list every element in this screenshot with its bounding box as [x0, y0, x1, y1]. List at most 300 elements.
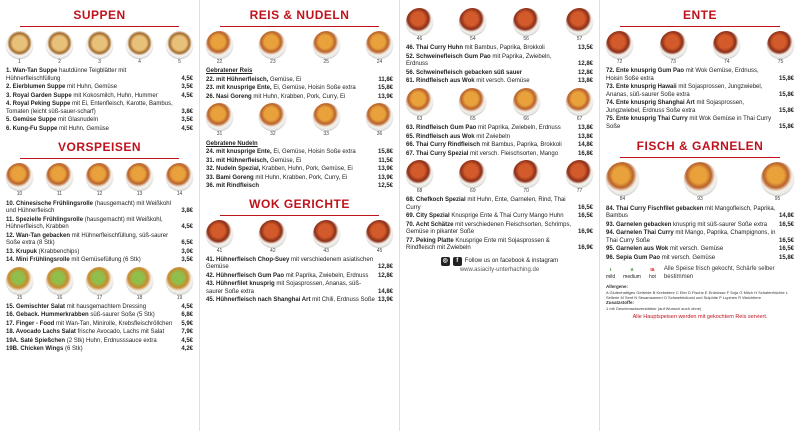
menu-item-name: 6. Kung-Fu Suppe [6, 125, 58, 132]
menu-item-price: 16,9€ [577, 245, 593, 252]
menu-item-name: 4. Royal Peking Suppe [6, 101, 71, 108]
dish-number: 24 [376, 59, 383, 65]
menu-item-price: 13,9€ [377, 297, 393, 304]
col3-photos-3 [406, 160, 593, 194]
menu-item-name: 84. Thai Curry Fischfilet gebacken [606, 205, 704, 212]
menu-item-desc: mit versch. Gemüse [660, 254, 716, 261]
menu-item-desc: mit versch. Fleischsorten, Mango [468, 150, 559, 157]
wok-list [206, 257, 393, 305]
dish-photo [46, 31, 73, 65]
col3-list-3 [406, 197, 593, 253]
menu-item-price: 15,8€ [377, 85, 393, 92]
menu-item [6, 68, 193, 83]
dish-number: 13 [136, 191, 143, 198]
dish-photo [366, 220, 393, 254]
legend-mild: ɩ mild [606, 267, 616, 280]
dish-photo [459, 8, 486, 42]
dish-image [606, 162, 639, 195]
column-4 [600, 0, 800, 431]
menu-item-desc: mit Chili, Erdnuss Soße [310, 297, 375, 304]
dish-photo [46, 163, 73, 197]
menu-item-price: 12,8€ [577, 69, 593, 76]
menu-item-price: 3,5€ [181, 117, 193, 124]
dish-photo [406, 88, 433, 122]
menu-item [6, 101, 193, 116]
dish-photo [126, 267, 153, 301]
dish-image [86, 31, 113, 58]
menu-item [606, 222, 794, 230]
menu-item-name: 63. Rindfleisch Gum Pao [406, 125, 477, 131]
menu-item-desc: Krabben, Huhn, Pork, Gemüse, Ei [260, 166, 353, 172]
menu-item [206, 297, 393, 305]
column-2 [200, 0, 400, 431]
dish-number: 25 [323, 59, 329, 65]
menu-item-desc: (Krabbenchips) [37, 248, 80, 255]
dish-image [406, 8, 433, 35]
dish-number: 15 [16, 294, 23, 301]
dish-number: 66 [523, 115, 529, 122]
section-title-wok: WOK GERICHTE [220, 195, 379, 216]
dish-photo [566, 88, 593, 122]
menu-item [406, 213, 593, 221]
menu-item-price: 15,8€ [377, 149, 393, 155]
dish-image [459, 160, 486, 187]
dish-image [366, 31, 393, 58]
menu-item-name: 14. Mini Frühlingsrolle [6, 257, 70, 263]
ente-list [606, 68, 794, 131]
menu-item [406, 222, 593, 237]
menu-item-price: 3,5€ [181, 257, 193, 263]
menu-item-name: 26. Nasi Goreng [206, 93, 252, 100]
menu-item-price: 14,8€ [778, 213, 794, 219]
vorspeisen-list-2 [6, 304, 193, 354]
menu-item-name: 69. City Spezial [406, 213, 450, 220]
menu-item-price: 15,8€ [778, 75, 794, 82]
vorspeisen-photos-2 [6, 267, 193, 301]
menu-item [406, 54, 593, 69]
menu-item-desc: mit Sojasprossen, Jungzwiebel, Ananas, süß-saurer Soße extra [606, 84, 763, 98]
nudel-photos [206, 103, 393, 137]
menu-item [406, 151, 593, 159]
dish-image [761, 162, 794, 195]
dish-photo [46, 267, 73, 301]
dish-image [459, 8, 486, 35]
menu-item-price: 3,5€ [181, 84, 193, 91]
dish-photo [206, 220, 233, 254]
wok-photos [206, 220, 393, 254]
menu-item [6, 117, 193, 125]
menu-item [6, 321, 193, 329]
social-text: Follow us on facebook & instagram [464, 257, 559, 264]
dish-image [566, 160, 593, 187]
reis-photos [206, 31, 393, 65]
menu-item-desc: mit Hühnerfleischfüllung, süß-saurer Soße extra (8 Stk) [6, 232, 169, 246]
dish-number: 68 [416, 188, 423, 194]
dish-image [126, 163, 153, 190]
dish-image [406, 160, 433, 187]
chili-hot-icon: ɩɩɩ [650, 267, 655, 274]
dish-number: 16 [56, 294, 63, 301]
menu-item [6, 201, 193, 216]
menu-item-name: 45. Hühnerfleisch nach Shanghai Art [206, 297, 311, 304]
menu-item-price: 4,5€ [181, 224, 193, 230]
menu-item-name: 22. mit Hühnerfleisch, [206, 76, 269, 83]
dish-photo [206, 103, 233, 137]
dish-image [86, 163, 113, 190]
dish-photo [86, 267, 113, 301]
menu-item [406, 134, 593, 142]
vorspeisen-photos-1 [6, 163, 193, 197]
menu-item [6, 84, 193, 92]
menu-item-name: 12. Wan-Tan gebacken [6, 232, 71, 239]
dish-photo [459, 88, 486, 122]
menu-item-name: 42. Hühnerfleisch Gum Pao [206, 272, 285, 279]
dish-image [206, 220, 233, 247]
chili-mild-icon: ɩ [609, 267, 612, 274]
dish-image [6, 267, 33, 294]
suppen-list [6, 68, 193, 133]
menu-item-price: 13,8€ [577, 133, 593, 140]
menu-item-price: 13,5€ [577, 45, 593, 52]
dish-image [166, 267, 193, 294]
menu-item-desc: mit Mangofleisch, Paprika, Bambus [606, 205, 776, 219]
menu-item [406, 197, 593, 212]
dish-image [259, 103, 286, 130]
dish-photo [713, 31, 740, 65]
dish-image [313, 31, 340, 58]
dish-photo [6, 163, 33, 197]
bottom-note: Alle Hauptspeisen werden mit gekochtem Reis serviert. [632, 314, 768, 321]
menu-item-desc: Knusprige Ente & Thai Curry Mango Huhn [449, 213, 564, 220]
menu-item [406, 45, 593, 53]
dish-number: 14 [176, 191, 183, 198]
suppen-photos [6, 31, 193, 65]
menu-item-price: 6,8€ [181, 312, 193, 319]
menu-item-desc: mit Wok Gemüse in Thai Curry Soße [606, 116, 772, 130]
dish-image [126, 31, 153, 58]
spice-legend [606, 266, 794, 281]
menu-item-name: 73. Ente knusprig Hawaii [606, 84, 677, 91]
dish-image [767, 31, 794, 58]
menu-item-price: 15,8€ [778, 254, 794, 261]
col3-photos-2 [406, 88, 593, 122]
menu-item-desc: mit verschiedenen Fleischsorten, Schrimps, Gemüse in pikanter Soße [406, 221, 572, 236]
dish-image [566, 8, 593, 35]
dish-image [313, 103, 340, 130]
dish-image [259, 220, 286, 247]
menu-item-desc: mit hausgemachtem Dressing [65, 303, 147, 310]
dish-photo [6, 31, 33, 65]
dish-number: 3 [98, 59, 101, 65]
dish-image [206, 31, 233, 58]
dish-photo [126, 163, 153, 197]
menu-item-desc: mit Huhn, Krabben, Pork, Curry, Ei [253, 174, 348, 181]
menu-item-price: 4,5€ [181, 75, 193, 82]
vorspeisen-list-1 [6, 201, 193, 265]
dish-photo [513, 160, 540, 194]
menu-item-price: 16,5€ [778, 221, 794, 228]
dish-image [459, 88, 486, 115]
dish-number: 22 [216, 59, 223, 65]
dish-number: 57 [576, 36, 583, 42]
menu-item-name: 96. Sepia Gum Pao [606, 254, 661, 261]
section-title-vorspeisen: VORSPEISEN [20, 138, 179, 159]
footer [406, 257, 593, 275]
menu-item [206, 94, 393, 102]
menu-item-name: 13. Krupuk [6, 248, 38, 255]
dish-image [406, 88, 433, 115]
dish-image [366, 103, 393, 130]
menu-item-price: 3,8€ [181, 208, 193, 214]
dish-number: 23 [270, 59, 276, 65]
dish-number: 4 [138, 59, 141, 65]
dish-image [313, 220, 340, 247]
dish-image [713, 31, 740, 58]
dish-image [6, 31, 33, 58]
dish-number: 75 [777, 59, 784, 65]
menu-item-name: 56. Schweinefleisch gebacken süß sauer [406, 69, 523, 76]
dish-image [513, 88, 540, 115]
menu-item-price: 12,8€ [377, 272, 393, 279]
dish-number: 69 [470, 188, 476, 194]
dish-number: 45 [376, 247, 383, 254]
menu-item [206, 281, 393, 296]
gebratener-reis-label: Gebratener Reis [206, 68, 253, 75]
menu-item-name: 17. Finger - Food [6, 320, 55, 327]
column-1 [0, 0, 200, 431]
dish-photo [513, 88, 540, 122]
chili-medium-icon: ɩɩ [630, 267, 634, 274]
menu-item-desc: mit Gemüsefüllung (6 Stk) [69, 257, 141, 263]
menu-item [206, 85, 393, 93]
dish-number: 77 [576, 188, 583, 194]
menu-item [606, 230, 794, 245]
dish-photo [761, 162, 794, 202]
menu-item [6, 249, 193, 257]
allergen-text: A Glutenhaltiges Getreide B Krebstiere C Eier D Fische E Erdnüsse F Soja G Milch H Schalenfrüchte L Sellerie M Senf N Sesamsamen O Schwefeldioxid und Sulphite P Lupinen R Weichtiere [606, 289, 788, 301]
menu-item-price: 15,8€ [778, 91, 794, 98]
menu-item [206, 77, 393, 85]
dish-photo [406, 8, 433, 42]
menu-item [606, 100, 794, 115]
dish-image [166, 163, 193, 190]
section-title-ente: ENTE [620, 6, 780, 27]
menu-item-price: 4,5€ [181, 303, 193, 310]
dish-photo [406, 160, 433, 194]
dish-image [46, 163, 73, 190]
menu-item-name: 52. Schweinefleisch Gum Pao [406, 53, 491, 60]
menu-item-desc: mit Wok Gemüse, Erdnuss, Hoisin Soße extra [606, 68, 759, 82]
menu-item-price: 4,5€ [181, 92, 193, 99]
menu-item-desc: Gemüse, Ei [268, 157, 302, 164]
menu-item-name: 70. Acht Schätze [406, 221, 454, 228]
menu-item-name: 66. Thai Curry Rindfleisch [406, 142, 481, 148]
dish-image [259, 31, 286, 58]
menu-item-price: 16,5€ [778, 237, 794, 244]
menu-item-desc: mit Glasnudeln [56, 117, 99, 124]
menu-item-price: 12,8€ [577, 61, 593, 68]
gebratene-nudeln-label: Gebratene Nudeln [206, 140, 258, 147]
section-title-suppen: SUPPEN [20, 6, 179, 27]
column-3 [400, 0, 600, 431]
dish-number: 93 [697, 196, 703, 203]
menu-item-price: 13,9€ [377, 166, 393, 172]
instagram-icon[interactable]: ◎ [441, 257, 450, 266]
website-link[interactable]: www.asiacity-unterhaching.de [459, 266, 540, 273]
menu-item-name: 95. Garnelen aus Wok [606, 246, 669, 252]
dish-number: 5 [178, 59, 181, 65]
menu-item-price: 3,8€ [181, 108, 193, 115]
menu-item-desc: mit Mango, Paprika, Champignons, in Thai Curry Soße [606, 230, 776, 244]
dish-number: 46 [416, 36, 423, 42]
dish-number: 84 [619, 196, 626, 203]
menu-item [6, 257, 193, 265]
dish-image [6, 163, 33, 190]
menu-item-desc: knusprig mit süß-saurer Soße extra [671, 221, 768, 228]
menu-item-price: 4,2€ [181, 346, 193, 353]
dish-photo [166, 267, 193, 301]
facebook-icon[interactable]: f [453, 257, 462, 266]
dish-number: 31 [216, 131, 223, 138]
menu-item [206, 257, 393, 272]
menu-item-desc: frische Avocado, Lachs mit Salat [75, 329, 165, 336]
dish-number: 1 [18, 59, 21, 65]
nudel-list [206, 149, 393, 191]
menu-item-name: 31. mit Hühnerfleisch, [206, 157, 269, 164]
menu-item-price: 6,5€ [181, 240, 193, 246]
dish-number: 33 [323, 131, 329, 138]
menu-item-price: 4,5€ [181, 125, 193, 132]
menu-item-name: 11. Spezielle Frühlingsrolle [6, 216, 84, 223]
menu-item [6, 233, 193, 248]
menu-item-price: 16,9€ [577, 229, 593, 236]
menu-item-desc: Ei, Gemüse, Hoisin Soße extra [271, 149, 356, 155]
dish-number: 72 [616, 59, 623, 65]
zusatz-title: Zusatzstoffe: [606, 300, 634, 306]
menu-item-price: 3,0€ [181, 248, 193, 255]
dish-image [513, 160, 540, 187]
dish-photo [366, 31, 393, 65]
menu-item-desc: süß-saurer Soße (5 Stk) [88, 312, 155, 319]
menu-item-desc: (6 Stk) [63, 346, 83, 353]
menu-item-desc: mit Huhn, Krabben, Pork, Curry, Ei [251, 93, 346, 100]
dish-number: 17 [96, 294, 103, 301]
menu-item-name: 32. Nudeln Spezial, [206, 166, 261, 172]
menu-item [206, 149, 393, 157]
dish-number: 70 [523, 188, 529, 194]
menu-item [6, 338, 193, 346]
dish-number: 12 [96, 191, 103, 198]
menu-item-desc: mit Huhn, Gemüse [57, 125, 110, 132]
menu-item-name: 18. Avocado Lachs Salat [6, 329, 76, 336]
menu-item-name: 43. Hühnerfilet knusprig [206, 281, 275, 288]
fisch-photos [606, 162, 794, 202]
menu-item-name: 23. mit knusprige Ente, [206, 85, 272, 92]
fisch-list [606, 206, 794, 263]
dish-number: 54 [470, 36, 476, 42]
menu-item-name: 2. Eierblumen Suppe [6, 84, 66, 91]
menu-item-desc: (2 Stk) Huhn, Erdnusssauce extra [65, 337, 157, 344]
dish-image [606, 31, 633, 58]
allergen-box [606, 284, 794, 311]
menu-item-name: 68. Chefkoch Spezial [406, 197, 466, 204]
menu-item-name: 65. Rindfleisch aus Wok [406, 133, 475, 140]
menu-item-name: 10. Chinesische Frühlingsrolle [6, 200, 94, 207]
dish-number: 74 [724, 59, 730, 65]
menu-item [6, 304, 193, 312]
dish-number: 19 [176, 294, 183, 301]
menu-item [406, 125, 593, 133]
menu-item-desc: Ei, Gemüse, Hoisin Soße extra [271, 85, 356, 92]
dish-photo [259, 103, 286, 137]
menu-item-name: 15. Gemischter Salat [6, 303, 66, 310]
menu-item-desc: mit Bambus, Paprika, Brokkoli [463, 45, 545, 52]
dish-image [206, 103, 233, 130]
menu-item-name: 93. Garnelen gebacken [606, 221, 672, 228]
menu-item-name: 33. Bami Goreng [206, 174, 254, 181]
menu-item-desc: mit Wan-Tan, Minirolle, Krebsfleischröllchen [54, 320, 173, 327]
menu-item-desc: mit Huhn, Ente, Garnelen, Rind, Thai Curry [406, 197, 566, 211]
section-title-reis-nudeln: REIS & NUDELN [220, 6, 379, 27]
dish-number: 36 [376, 131, 383, 138]
menu-item-name: 19A. Saté Spießchen [6, 337, 66, 344]
dish-number: 43 [323, 247, 329, 254]
menu-item [406, 70, 593, 78]
dish-photo [459, 160, 486, 194]
menu-item-name: 5. Gemüse Suppe [6, 117, 57, 124]
menu-item [606, 255, 794, 263]
social-row [406, 257, 593, 266]
menu-item [606, 84, 794, 99]
menu-item-desc: mit Sojasprossen, Ananas, süß-saurer Soße extra [206, 281, 362, 295]
menu-item-name: 74. Ente knusprig Shanghai Art [606, 100, 695, 107]
dish-number: 41 [216, 247, 223, 254]
dish-image [46, 31, 73, 58]
menu-item [6, 329, 193, 337]
section-title-fisch: FISCH & GARNELEN [620, 137, 780, 158]
dish-photo [126, 31, 153, 65]
menu-item [6, 312, 193, 320]
dish-photo [513, 8, 540, 42]
menu-item [606, 246, 794, 254]
menu-item [6, 93, 193, 101]
dish-photo [206, 31, 233, 65]
menu-item [206, 175, 393, 183]
menu-item [206, 158, 393, 166]
menu-item-desc: mit Sojasprossen, Jungzwiebel, Erdnuss Soße extra [606, 100, 745, 114]
dish-image [513, 8, 540, 35]
col3-list-2 [406, 125, 593, 158]
menu-item-name: 46. Thai Curry Huhn [406, 45, 464, 52]
menu-item [406, 78, 593, 86]
menu-item-price: 5,9€ [181, 320, 193, 327]
menu-item-desc: Knusprige Ente mit Sojasprossen & Rindfleisch mit Zwiebeln [406, 237, 550, 252]
dish-image [660, 31, 687, 58]
spice-note: Alle Speise frisch gekocht, Schärfe selber bestimmen [663, 266, 775, 280]
menu-item-desc: mit Bambus, Paprika, Brokkoli [480, 142, 562, 148]
allergen-title: Allergene: [606, 284, 629, 289]
dish-number: 11 [56, 191, 63, 198]
dish-photo [259, 220, 286, 254]
menu-item-desc: mit Paprika, Zwiebeln, Erdnuss [284, 272, 369, 279]
menu-item-desc: mit Zwiebeln [474, 133, 510, 140]
menu-item [206, 183, 393, 191]
dish-image [86, 267, 113, 294]
dish-number: 95 [774, 196, 781, 203]
dish-photo [86, 31, 113, 65]
menu-item [206, 166, 393, 174]
dish-number: 2 [58, 59, 61, 65]
